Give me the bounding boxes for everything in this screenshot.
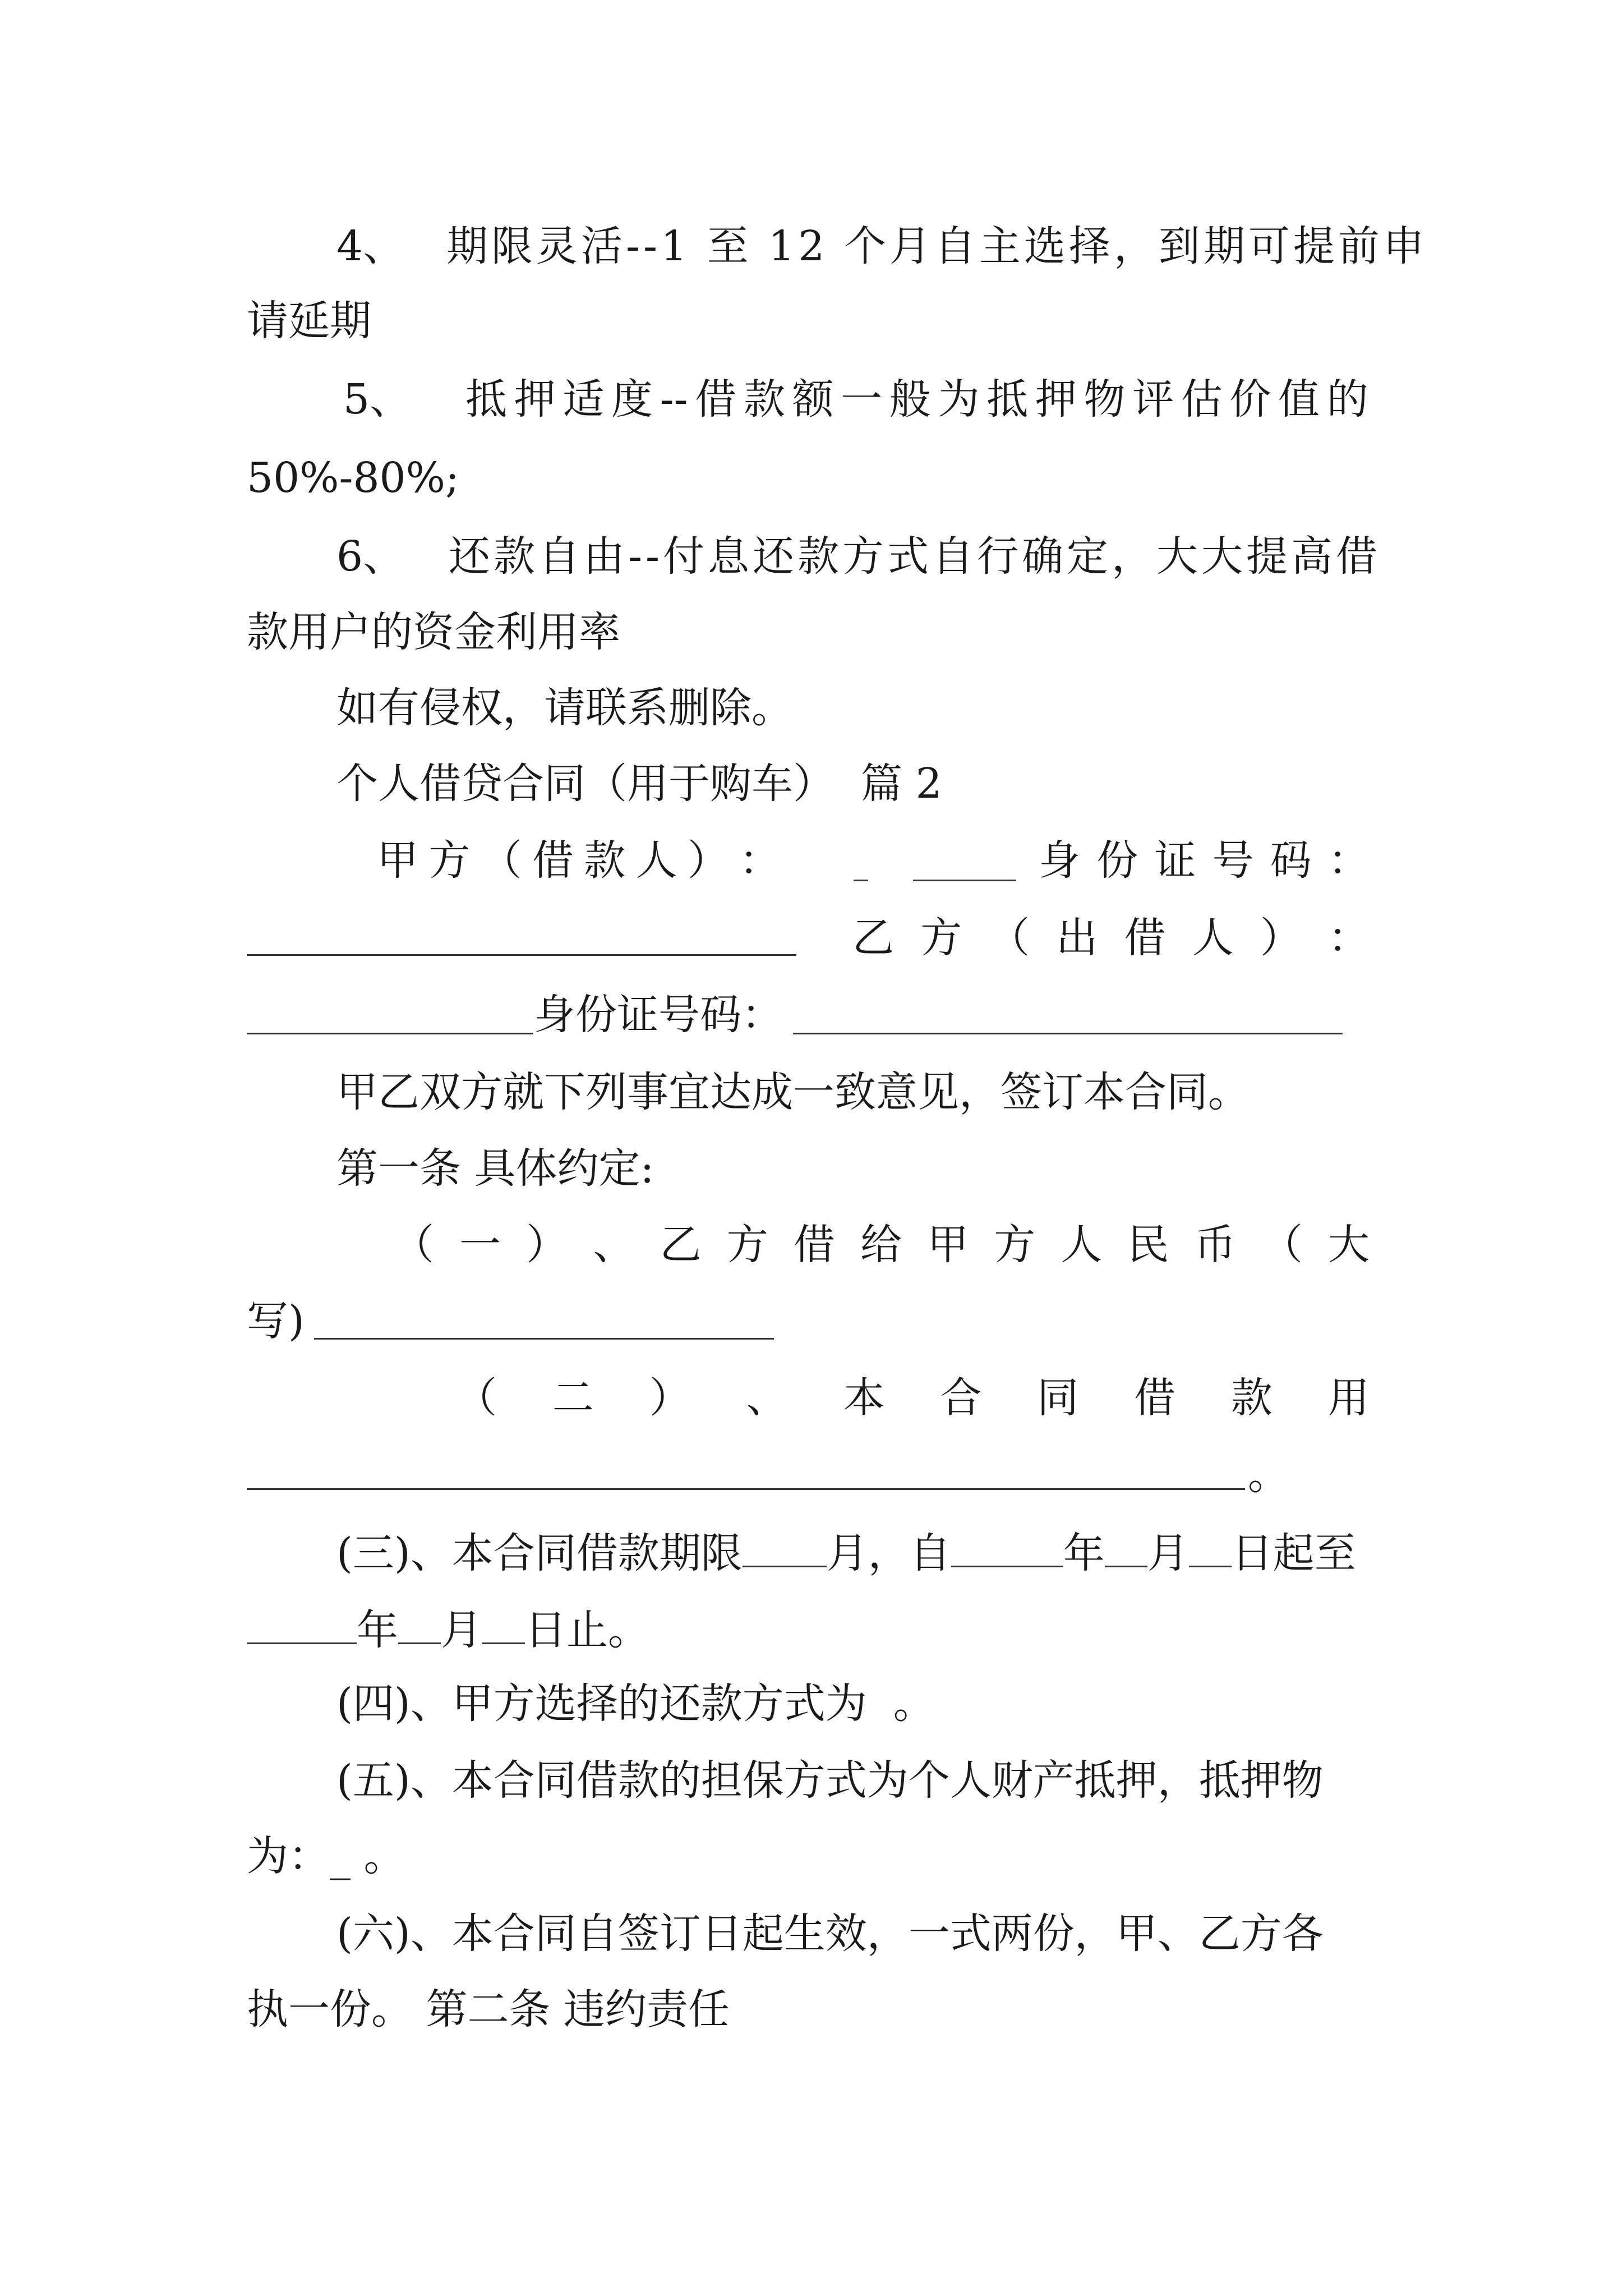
clause2-char: 、 bbox=[746, 1374, 788, 1422]
party-b-id-label: 身份证号码： bbox=[534, 991, 783, 1039]
copyright-notice: 如有侵权，请联系删除。 bbox=[336, 684, 793, 732]
clause-3-text bbox=[336, 1529, 1356, 1577]
item5-char: 一 bbox=[841, 375, 883, 424]
start-year-blank bbox=[951, 1530, 1063, 1567]
partyB-char: 乙 bbox=[852, 914, 894, 962]
partyA-char: 甲 bbox=[377, 836, 418, 885]
clause1-char: 人 bbox=[1061, 1221, 1103, 1269]
item-5-continuation: 50%-80%; bbox=[247, 454, 459, 502]
item5-char: 款 bbox=[743, 375, 785, 424]
idA-char: 身 bbox=[1039, 836, 1080, 885]
item5-char: 借 bbox=[695, 375, 737, 424]
party-a-name-blank-2 bbox=[913, 844, 1016, 881]
clause2-char: 借 bbox=[1134, 1374, 1176, 1422]
clause1-char: 一 bbox=[459, 1221, 501, 1269]
clause2-char: 二 bbox=[552, 1374, 594, 1422]
article-1-heading: 第一条 具体约定: bbox=[336, 1144, 654, 1193]
item5-char: 为 bbox=[938, 375, 980, 424]
partyA-char: 款 bbox=[584, 836, 626, 885]
partyA-char: （ bbox=[480, 836, 522, 885]
start-day-blank bbox=[1189, 1530, 1232, 1567]
partyA-char: ） bbox=[687, 836, 729, 885]
partyA-char: 方 bbox=[428, 836, 471, 885]
clause1-char: 方 bbox=[994, 1221, 1036, 1269]
clause-6-text: (六)、本合同自签订日起生效，一式两份，甲、乙方各 bbox=[336, 1910, 1324, 1958]
partyB-char: 出 bbox=[1056, 914, 1098, 962]
party-a-id-label bbox=[1039, 836, 1370, 885]
item5-char: -- bbox=[660, 375, 688, 424]
clause-3-a: (三)、本合同借款期限 bbox=[336, 1529, 743, 1577]
partyB-char: （ bbox=[988, 914, 1030, 962]
item5-char: 值 bbox=[1278, 375, 1320, 424]
item5-char: 适 bbox=[562, 375, 605, 424]
item5-char: 押 bbox=[1035, 375, 1077, 424]
party-a-name-blank-1 bbox=[854, 844, 868, 881]
clause-3-e: 日起至 bbox=[1231, 1529, 1356, 1577]
clause-1-continuation: 写) bbox=[247, 1297, 305, 1345]
partyA-char: ： bbox=[739, 836, 781, 885]
party-a-id-blank bbox=[247, 919, 796, 956]
amount-blank bbox=[314, 1303, 774, 1340]
party-a-label bbox=[377, 836, 781, 885]
clause1-char: 币 bbox=[1194, 1221, 1236, 1269]
partyB-char: ： bbox=[1327, 914, 1370, 962]
clause-3-b: 月，自 bbox=[826, 1529, 951, 1577]
item5-char: 度 bbox=[611, 375, 653, 424]
partyB-char: 借 bbox=[1124, 914, 1166, 962]
clause1-char: 民 bbox=[1127, 1221, 1169, 1269]
clause1-char: 给 bbox=[860, 1221, 902, 1269]
clause2-char: 本 bbox=[843, 1374, 885, 1422]
idA-char: 份 bbox=[1096, 836, 1138, 885]
idA-char: ： bbox=[1327, 836, 1370, 885]
item-5-text bbox=[465, 375, 1368, 424]
clause1-char: 借 bbox=[793, 1221, 835, 1269]
clause-3-continuation bbox=[247, 1605, 649, 1654]
item5-char: 押 bbox=[514, 375, 556, 424]
section-title: 个人借贷合同（用于购车） 篇 2 bbox=[336, 760, 942, 808]
item5-char: 估 bbox=[1181, 375, 1223, 424]
item-4-continuation: 请延期 bbox=[247, 297, 371, 345]
clause-2-end: 。 bbox=[1248, 1451, 1289, 1499]
end-month-blank bbox=[398, 1607, 441, 1644]
clause-3-c: 年 bbox=[1063, 1529, 1105, 1577]
clause1-char: ） bbox=[526, 1221, 568, 1269]
clause1-char: 大 bbox=[1327, 1221, 1370, 1269]
clause-3-d: 月 bbox=[1147, 1529, 1189, 1577]
item-5-number: 5、 bbox=[343, 375, 412, 424]
item5-char: 物 bbox=[1083, 375, 1126, 424]
partyB-char: 人 bbox=[1192, 914, 1234, 962]
start-month-blank bbox=[1105, 1530, 1147, 1567]
clause2-char: 款 bbox=[1231, 1374, 1272, 1422]
item5-char: 的 bbox=[1326, 375, 1368, 424]
agreement-statement: 甲乙双方就下列事宜达成一致意见，签订本合同。 bbox=[336, 1068, 1249, 1116]
idA-char: 证 bbox=[1154, 836, 1196, 885]
item-6-text: 还款自由--付息还款方式自行确定，大大提高借 bbox=[449, 532, 1381, 581]
clause-2-text bbox=[455, 1374, 1370, 1422]
item5-char: 抵 bbox=[986, 375, 1029, 424]
clause2-char: （ bbox=[455, 1374, 497, 1422]
partyA-char: 人 bbox=[635, 836, 677, 885]
item5-char: 般 bbox=[889, 375, 931, 424]
end-year-blank bbox=[247, 1607, 357, 1644]
clause2-char: 用 bbox=[1327, 1374, 1370, 1422]
clause-3-f: 年 bbox=[357, 1605, 398, 1654]
idA-char: 码 bbox=[1270, 836, 1312, 885]
item-4-number: 4、 bbox=[336, 222, 405, 270]
item-6-continuation: 款用户的资金利用率 bbox=[247, 608, 620, 656]
clause1-char: 、 bbox=[593, 1221, 635, 1269]
clause-3-h: 日止。 bbox=[525, 1605, 649, 1654]
clause-4-text: (四)、甲方选择的还款方式为 。 bbox=[336, 1680, 935, 1728]
partyA-char: 借 bbox=[532, 836, 574, 885]
clause2-char: 同 bbox=[1037, 1374, 1079, 1422]
partyB-char: 方 bbox=[920, 914, 962, 962]
clause1-char: （ bbox=[393, 1221, 434, 1269]
item5-char: 抵 bbox=[465, 375, 507, 424]
clause1-char: （ bbox=[1261, 1221, 1303, 1269]
term-months-blank bbox=[743, 1530, 827, 1567]
clause1-char: 方 bbox=[726, 1221, 768, 1269]
item5-char: 评 bbox=[1132, 375, 1174, 424]
clause-3-g: 月 bbox=[441, 1605, 482, 1654]
item-4-text: 期限灵活--1 至 12 个月自主选择，到期可提前申 bbox=[446, 222, 1428, 270]
clause-5-text: (五)、本合同借款的担保方式为个人财产抵押，抵押物 bbox=[336, 1756, 1324, 1805]
clause2-char: ） bbox=[649, 1374, 691, 1422]
clause-1-text bbox=[393, 1221, 1370, 1269]
item5-char: 额 bbox=[792, 375, 834, 424]
partyB-char: ） bbox=[1260, 914, 1302, 962]
item-6-number: 6、 bbox=[336, 532, 405, 581]
party-b-name-blank bbox=[247, 997, 533, 1034]
clause2-char: 合 bbox=[940, 1374, 982, 1422]
clause-6-continuation: 执一份。 第二条 违约责任 bbox=[247, 1985, 730, 2033]
party-b-label bbox=[852, 914, 1370, 962]
clause-5-continuation: 为：_ 。 bbox=[247, 1832, 405, 1880]
purpose-blank bbox=[247, 1453, 1245, 1490]
clause1-char: 乙 bbox=[660, 1221, 702, 1269]
end-day-blank bbox=[482, 1607, 525, 1644]
party-b-id-blank bbox=[793, 997, 1343, 1034]
idA-char: 号 bbox=[1212, 836, 1254, 885]
clause1-char: 甲 bbox=[927, 1221, 969, 1269]
item5-char: 价 bbox=[1229, 375, 1271, 424]
